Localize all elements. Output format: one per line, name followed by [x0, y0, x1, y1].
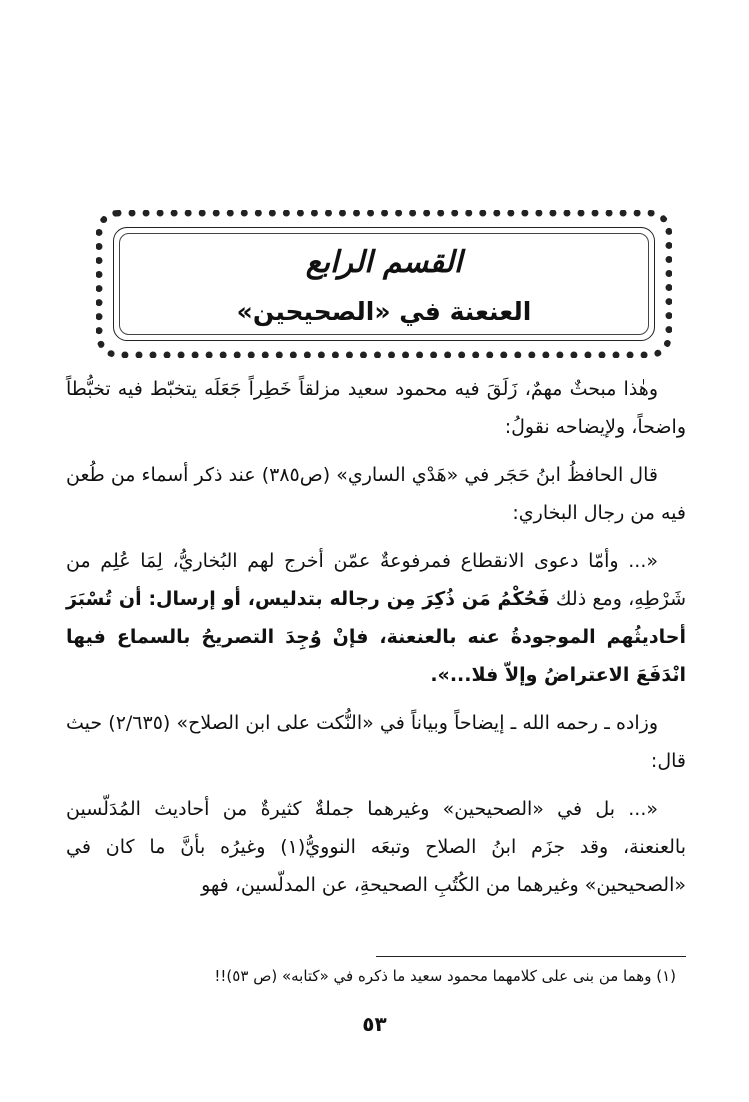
footnote: (١) وهما من بنى على كلامهما محمود سعيد ما ذكره في «كتابه» (ص ٥٣)!!	[214, 967, 676, 985]
body-text	[66, 370, 686, 914]
paragraph-quote-hady	[66, 542, 686, 694]
paragraph-ibn-hajar: قال الحافظُ ابنُ حَجَر في «هَدْي الساري» (ص٣٨٥) عند ذكر أسماء من طُعن فيه من رجال البخاري:	[66, 464, 686, 524]
quote-bold-text: فَحُكْمُ مَن ذُكِرَ مِن رجاله بتدليس، أو إرسال: أن تُسْبَرَ أحاديثُهم الموجودةُ عنه بالعنعنة، فإنْ وُجِدَ التصريحُ بالسماع فيها انْدَفَعَ الاعتراضُ وإلاّ فلا...».	[66, 588, 686, 686]
page-number: ٥٣	[362, 1012, 387, 1036]
heading-frame	[96, 210, 672, 358]
quote-text: «... وأمّا دعوى الانقطاع فمرفوعةٌ عمّن أخرج لهم البُخاريُّ، لِمَا عُلِم من شَرْطِهِ، ومع ذلك	[66, 550, 686, 610]
footnote-separator	[376, 956, 686, 957]
paragraph-nukat: وزاده ـ رحمه الله ـ إيضاحاً وبياناً في «النُّكت على ابن الصلاح» (٢/٦٣٥) حيث قال:	[66, 712, 686, 772]
paragraph-quote-nukat: «... بل في «الصحيحين» وغيرهما جملةٌ كثيرةٌ من أحاديث المُدَلّسين بالعنعنة، وقد جزَم ابنُ الصلاح وتبعَه النوويُّ(١) وغيرُه بأنَّ ما كان في «الصحيحين» وغيرهما من الكُتُبِ الصحيحةِ، عن المدلّسين، فهو	[66, 798, 686, 896]
section-subtitle: العنعنة في «الصحيحين»	[236, 297, 532, 326]
section-title: القسم الرابع	[305, 245, 463, 280]
paragraph-intro: وهٰذا مبحثٌ مهمٌ، زَلَقَ فيه محمود سعيد مزلقاً خَطِراً جَعَلَه يتخبّط فيه تخبُّطاً واضحاً، ولإيضاحه نقولُ:	[66, 378, 686, 438]
